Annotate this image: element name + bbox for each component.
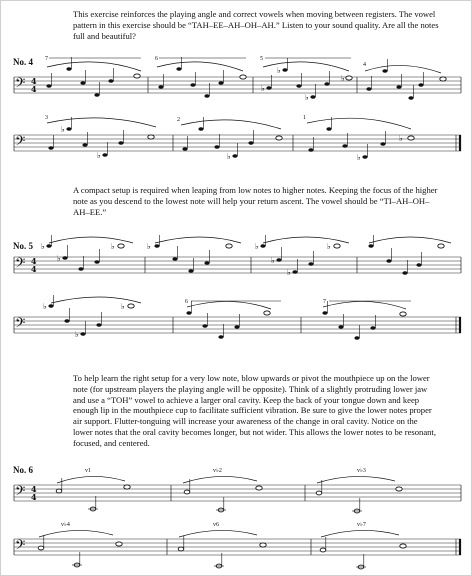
svg-text:♭: ♭ — [287, 268, 291, 277]
bass-clef: 𝄢 — [15, 315, 26, 334]
valve-number: 3 — [45, 115, 48, 121]
time-signature-bottom: 4 — [31, 84, 37, 94]
valve-number: 1 — [303, 115, 306, 121]
svg-text:♭: ♭ — [147, 242, 151, 251]
svg-text:♭: ♭ — [227, 152, 231, 161]
svg-text:♭: ♭ — [111, 242, 115, 251]
exercise-6-staff-2 — [1, 517, 472, 573]
svg-text:♭: ♭ — [305, 93, 309, 102]
exercise-5-staff-2 — [1, 293, 472, 353]
exercise-5-description: A compact setup is required when leaping from low notes to higher notes. Keeping the focus of the higher note as you descend to the lowest note will help your return ascent. The vowel should be “TI–AH–OH–AH–EE.” — [73, 185, 438, 217]
valve-number: 5 — [260, 56, 263, 62]
exercise-4-description: This exercise reinforces the playing angle and correct vowels when moving between registers. The vowel pattern in this exercise should be “TAH–EE–AH–OH–AH.” Listen to your sound quality. Are all the notes full and beautiful? — [73, 9, 439, 41]
exercise-5-staff-1 — [1, 233, 472, 293]
svg-text:♭: ♭ — [41, 242, 45, 251]
slide-position: v1 — [85, 468, 91, 474]
slide-position: v6 — [213, 522, 219, 528]
svg-text:♭: ♭ — [43, 302, 47, 311]
svg-text:♭: ♭ — [57, 254, 61, 263]
time-signature-top: 4 — [31, 484, 37, 494]
exercise-6-label: No. 6 — [13, 465, 33, 475]
svg-text:♭: ♭ — [327, 242, 331, 251]
svg-text:♭: ♭ — [277, 66, 281, 75]
bass-clef: 𝄢 — [15, 255, 26, 274]
svg-text:♭: ♭ — [97, 151, 101, 160]
svg-text:♭: ♭ — [61, 125, 65, 134]
svg-text:♭: ♭ — [341, 74, 345, 83]
time-signature-top: 4 — [31, 76, 37, 86]
time-signature-bottom: 4 — [31, 492, 37, 502]
exercise-6-staff-1 — [1, 463, 472, 519]
bass-clef: 𝄢 — [15, 133, 26, 152]
bass-clef: 𝄢 — [15, 483, 26, 502]
valve-number: 2 — [177, 117, 180, 123]
svg-text:♭: ♭ — [261, 84, 265, 93]
bass-clef: 𝄢 — [15, 75, 26, 94]
slide-position: v♭7 — [357, 522, 366, 528]
exercise-5-label: No. 5 — [13, 241, 33, 251]
exercise-4-label: No. 4 — [13, 57, 33, 67]
exercise-4-staff-1 — [1, 53, 472, 113]
exercise-6-description: To help learn the right setup for a very low note, blow upwards or pivot the mouthpiece up on the lower note (for upstream players the playing angle will be opposite). Think of a slightly protruding lower jaw and use a “TOH” vowel to achieve a larger oral cavity. Keep the back of your tongue down and keep enough lip in the mouthpiece cup to facilitate sufficient vibration. Be sure to give the lower notes proper air support. Flutter-tonguing will increase your awareness of the change in oral cavity. Notice on the lower notes that the oral cavity becomes longer, but not wider. This allows the lower notes to be resonant, focused, and centered. — [73, 373, 436, 448]
valve-number: 6 — [155, 56, 158, 62]
slide-position: v♭4 — [61, 522, 70, 528]
time-signature-top: 4 — [31, 256, 37, 266]
valve-number: 6 — [185, 299, 188, 305]
bass-clef: 𝄢 — [15, 537, 26, 556]
svg-text:♭: ♭ — [75, 330, 79, 339]
slide-position: v♭3 — [357, 468, 366, 474]
valve-number: 7 — [323, 299, 326, 305]
exercise-4-staff-2 — [1, 111, 472, 171]
svg-text:♭: ♭ — [357, 153, 361, 162]
svg-text:♭: ♭ — [255, 242, 259, 251]
valve-number: 4 — [363, 62, 366, 68]
slide-position: v♭2 — [213, 468, 222, 474]
time-signature-bottom: 4 — [31, 264, 37, 274]
valve-number: 7 — [45, 56, 48, 62]
svg-text:♭: ♭ — [271, 256, 275, 265]
svg-text:♭: ♭ — [399, 134, 403, 143]
svg-text:♭: ♭ — [121, 302, 125, 311]
